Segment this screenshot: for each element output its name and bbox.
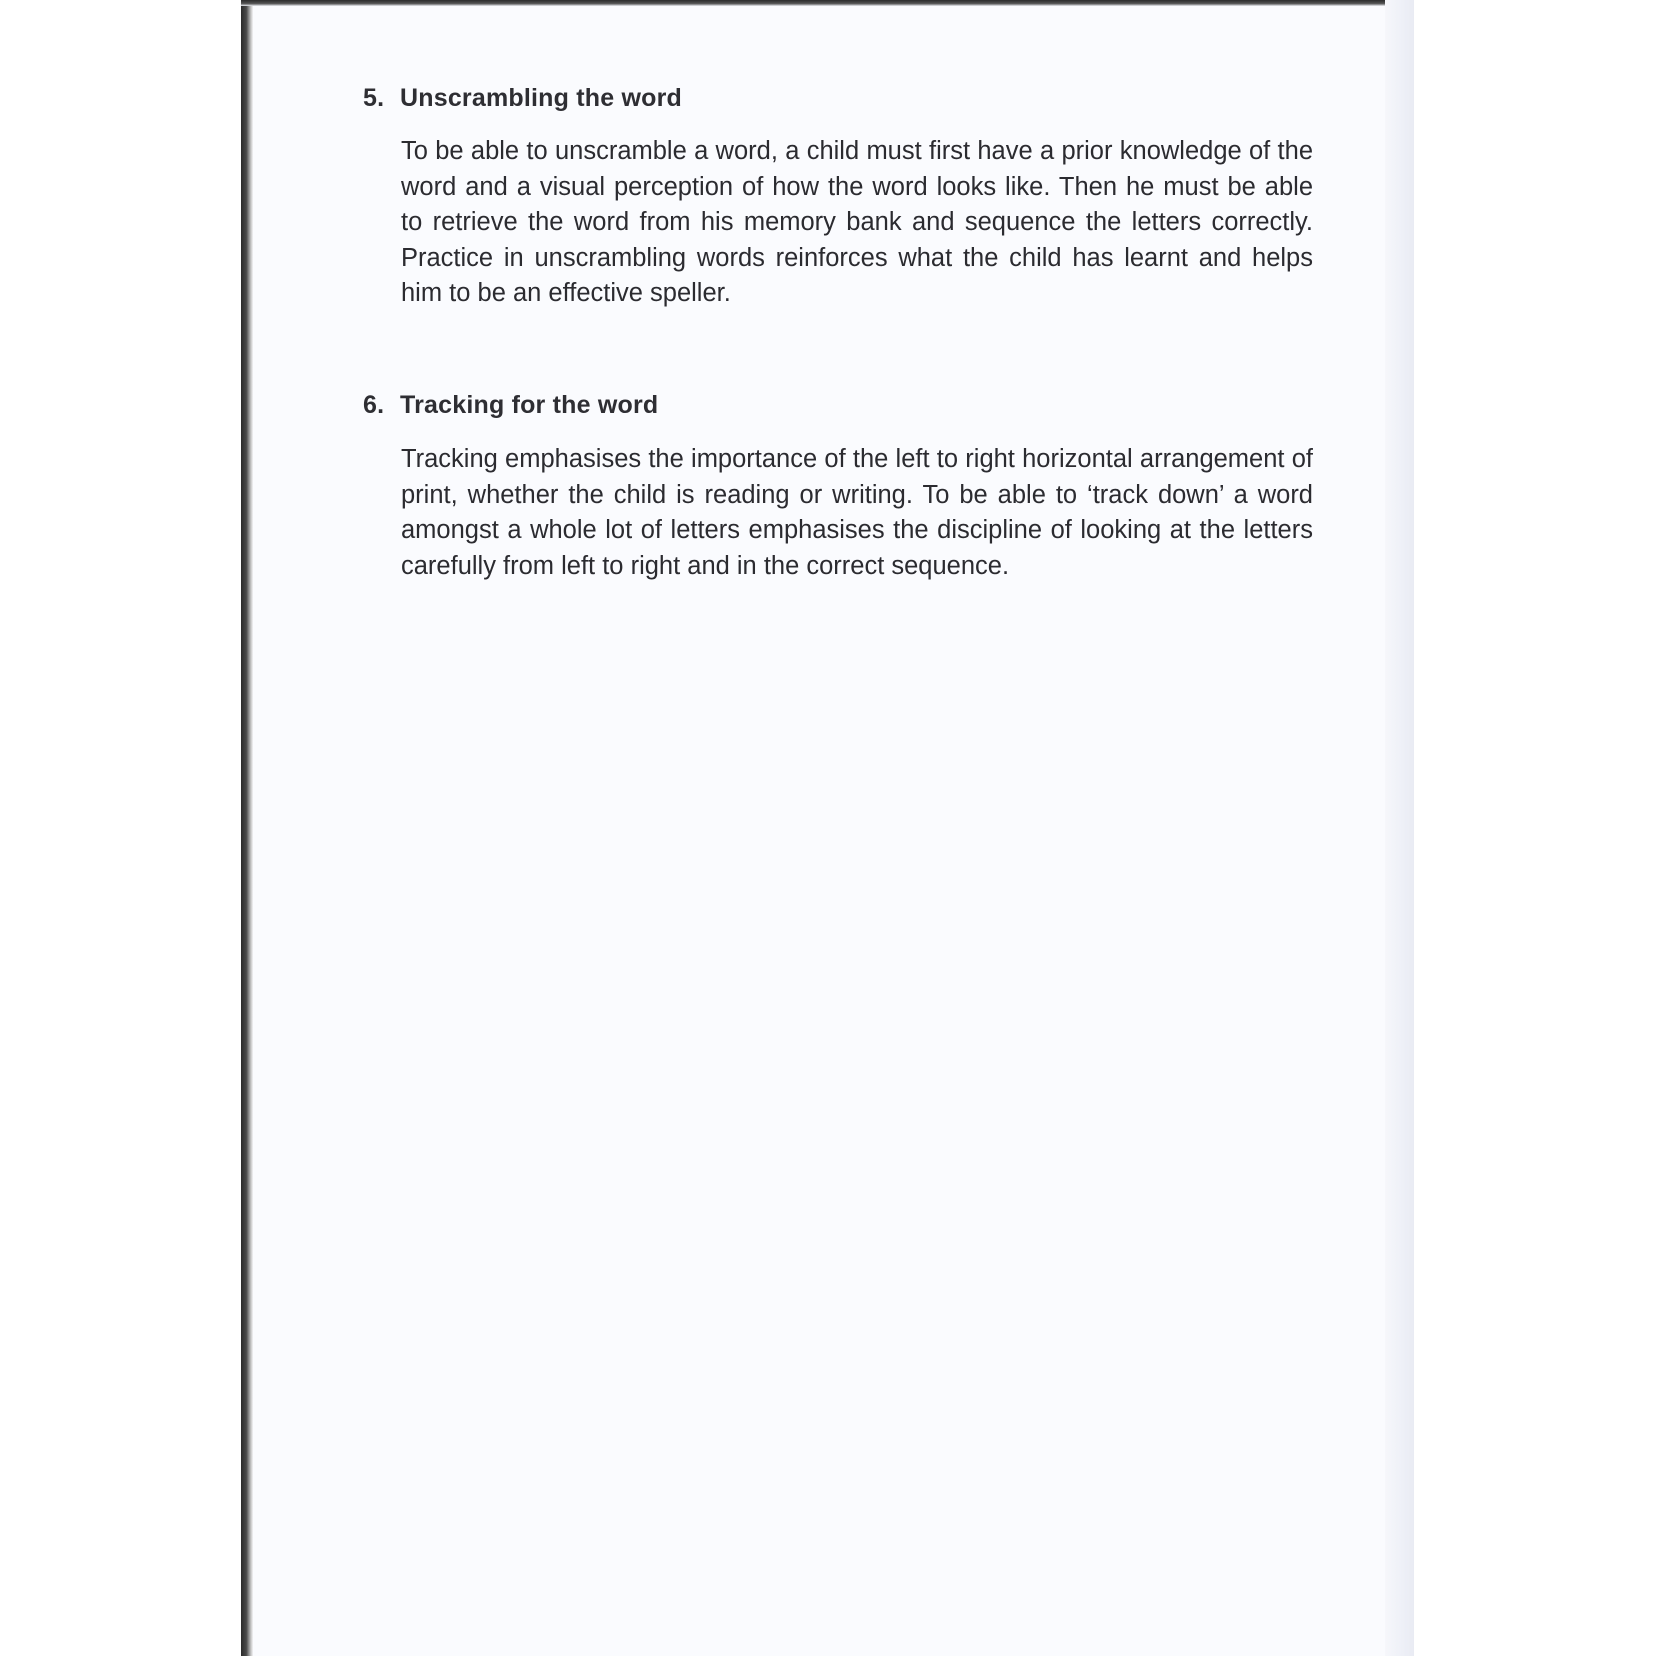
scanner-left-edge — [241, 0, 253, 1656]
section-paragraph: Tracking emphasises the importance of the left to right horizontal arrangement of print, whether the child is reading or writing. To be able to ‘track down’ a word amongst a whole lot of letters emphasises the discipline of looking at the letters carefully from left to right and in the correct sequence. — [401, 445, 1313, 580]
section-heading — [363, 84, 1323, 113]
page-right-margin-shadow — [1385, 0, 1414, 1656]
section-number: 6. — [363, 391, 385, 419]
section-heading — [363, 391, 1323, 420]
section-paragraph: To be able to unscramble a word, a child must first have a prior knowledge of the word and a visual perception of how the word looks like. Then he must be able to retrieve the word from his memory bank and sequence the letters correctly. Practice in unscrambling words reinforces what the child has learnt and helps him to be an effective speller. — [401, 137, 1313, 307]
section-unscrambling — [363, 84, 1323, 312]
section-title: Tracking for the word — [400, 391, 659, 419]
section-number: 5. — [363, 84, 385, 112]
section-tracking — [363, 391, 1323, 584]
section-title: Unscrambling the word — [400, 84, 683, 112]
